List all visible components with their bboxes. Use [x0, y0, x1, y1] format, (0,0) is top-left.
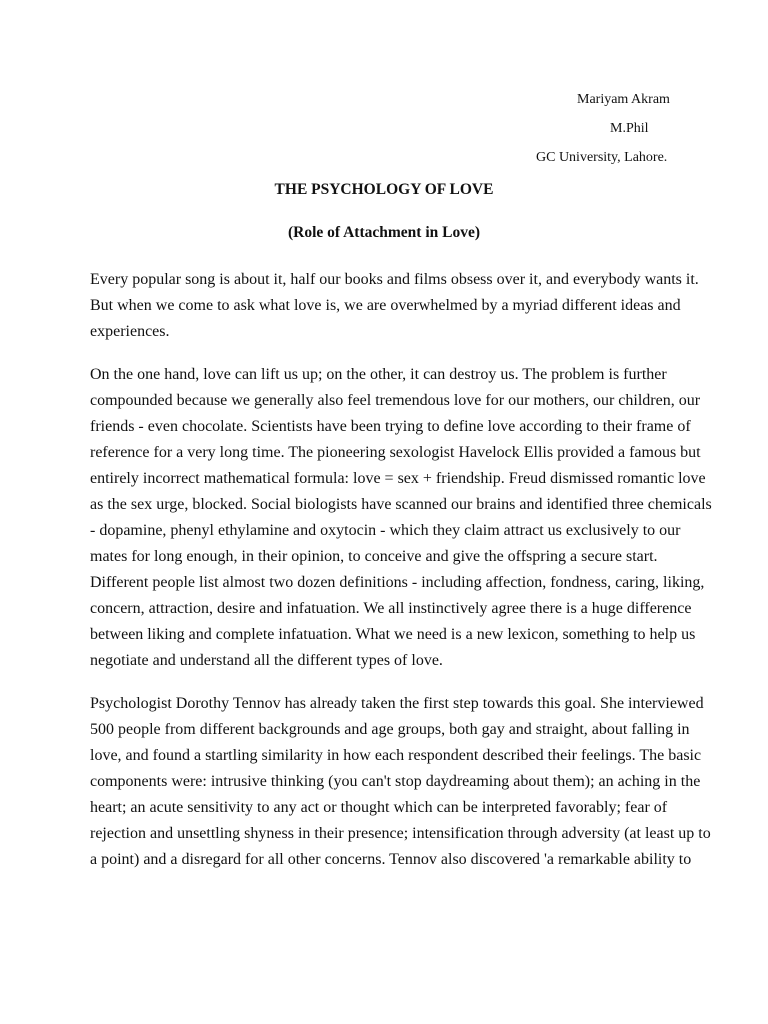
paragraph-2 [90, 362, 712, 674]
paragraph-line: friends - even chocolate. Scientists have been trying to define love according to their frame of [90, 418, 691, 435]
paragraph-line: experiences. [90, 323, 170, 340]
paragraph-line: negotiate and understand all the different types of love. [90, 652, 443, 669]
paragraph-line: as the sex urge, blocked. Social biologists have scanned our brains and identified three chemicals [90, 496, 712, 513]
paragraph-line: On the one hand, love can lift us up; on the other, it can destroy us. The problem is further [90, 366, 667, 383]
document-title: THE PSYCHOLOGY OF LOVE [274, 181, 494, 198]
paragraph-line: components were: intrusive thinking (you can't stop daydreaming about them); an aching in the [90, 773, 701, 790]
paragraph-line: mates for long enough, in their opinion, to conceive and give the offspring a secure start. [90, 548, 658, 565]
paragraph-line: love, and found a startling similarity in how each respondent described their feelings. The basic [90, 747, 702, 764]
paragraph-line: But when we come to ask what love is, we are overwhelmed by a myriad different ideas and [90, 297, 681, 314]
paragraph-line: concern, attraction, desire and infatuation. We all instinctively agree there is a huge difference [90, 600, 692, 617]
paragraph-line: entirely incorrect mathematical formula: love = sex + friendship. Freud dismissed romantic love [90, 470, 706, 487]
author-affiliation: GC University, Lahore. [536, 150, 668, 165]
document-subtitle: (Role of Attachment in Love) [288, 224, 480, 241]
paragraph-line: Psychologist Dorothy Tennov has already taken the first step towards this goal. She interviewed [90, 695, 704, 712]
paragraph-line: reference for a very long time. The pioneering sexologist Havelock Ellis provided a famous but [90, 444, 701, 461]
author-name: Mariyam Akram [577, 92, 670, 107]
paragraph-1 [90, 267, 699, 345]
paragraph-line: Every popular song is about it, half our books and films obsess over it, and everybody wants it. [90, 271, 699, 288]
paragraph-line: compounded because we generally also feel tremendous love for our mothers, our children, our [90, 392, 701, 409]
author-degree: M.Phil [610, 121, 649, 136]
paragraph-line: - dopamine, phenyl ethylamine and oxytocin - which they claim attract us exclusively to our [90, 522, 681, 539]
paragraph-line: Different people list almost two dozen definitions - including affection, fondness, caring, liking, [90, 574, 705, 591]
paragraph-line: between liking and complete infatuation. What we need is a new lexicon, something to help us [90, 626, 696, 643]
paragraph-line: 500 people from different backgrounds and age groups, both gay and straight, about falling in [90, 721, 690, 738]
paragraph-line: a point) and a disregard for all other concerns. Tennov also discovered 'a remarkable ability to [90, 851, 692, 868]
paragraph-line: rejection and unsettling shyness in their presence; intensification through adversity (at least up to [90, 825, 711, 842]
paragraph-line: heart; an acute sensitivity to any act or thought which can be interpreted favorably; fear of [90, 799, 668, 816]
paragraph-3 [90, 691, 711, 873]
